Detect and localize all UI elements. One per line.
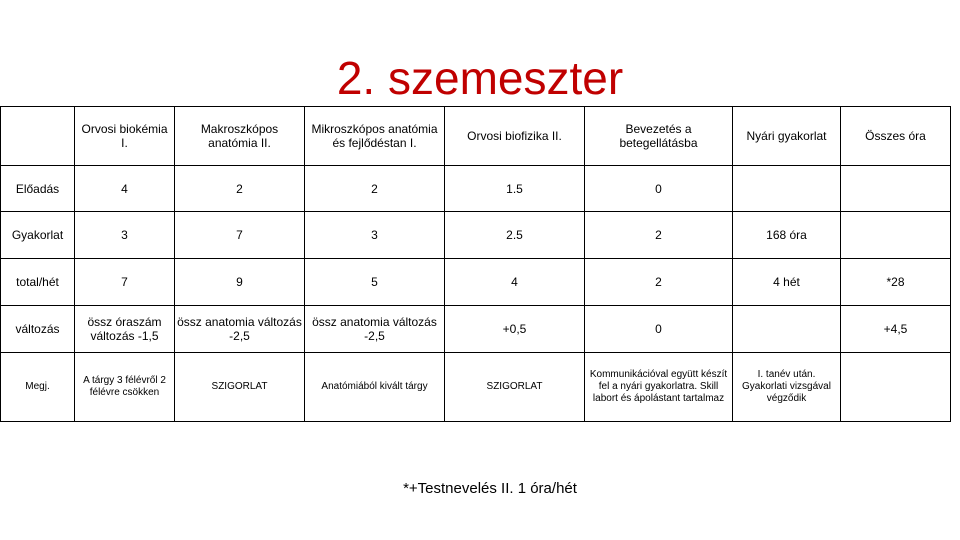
header-cell-mikroszkopos: Mikroszkópos anatómia és fejlődéstan I. (305, 107, 445, 166)
table-cell: Anatómiából kivált tárgy (305, 353, 445, 422)
table-row-megj (1, 353, 951, 422)
table-cell: 3 (305, 212, 445, 259)
table-cell: 3 (75, 212, 175, 259)
table-cell: I. tanév után. Gyakorlati vizsgával végződik (733, 353, 841, 422)
table-row-gyakorlat (1, 212, 951, 259)
row-label: Gyakorlat (1, 212, 75, 259)
header-cell-makroszkopos: Makroszkópos anatómia II. (175, 107, 305, 166)
header-row (1, 107, 951, 166)
table-cell (733, 306, 841, 353)
table-cell (841, 212, 951, 259)
table-cell: 7 (75, 259, 175, 306)
table-cell: 2.5 (445, 212, 585, 259)
table-cell: 9 (175, 259, 305, 306)
row-label: Megj. (1, 353, 75, 422)
table-cell: SZIGORLAT (445, 353, 585, 422)
table-cell: 2 (585, 212, 733, 259)
table-cell: SZIGORLAT (175, 353, 305, 422)
table-cell: Kommunikációval együtt készít fel a nyári gyakorlatra. Skill labort és ápolástant tartalmaz (585, 353, 733, 422)
header-cell-empty (1, 107, 75, 166)
table-row-eloadas (1, 166, 951, 212)
header-cell-biokemia: Orvosi biokémia I. (75, 107, 175, 166)
row-label: változás (1, 306, 75, 353)
page-title: 2. szemeszter (336, 52, 624, 104)
table-cell (841, 353, 951, 422)
table-cell (841, 166, 951, 212)
footnote: *+Testnevelés II. 1 óra/hét (403, 480, 577, 497)
table-cell: 2 (585, 259, 733, 306)
table-cell: 5 (305, 259, 445, 306)
table-cell: össz anatomia változás -2,5 (305, 306, 445, 353)
header-cell-betegellatas: Bevezetés a betegellátásba (585, 107, 733, 166)
table-row-total (1, 259, 951, 306)
table-cell: 4 (75, 166, 175, 212)
table-cell: 1.5 (445, 166, 585, 212)
header-cell-osszes-ora: Összes óra (841, 107, 951, 166)
header-cell-nyari-gyakorlat: Nyári gyakorlat (733, 107, 841, 166)
table-row-valtozas (1, 306, 951, 353)
table-cell: *28 (841, 259, 951, 306)
semester-table (0, 106, 951, 422)
table-cell: +4,5 (841, 306, 951, 353)
table-cell: 7 (175, 212, 305, 259)
table-cell: 168 óra (733, 212, 841, 259)
table-cell: A tárgy 3 félévről 2 félévre csökken (75, 353, 175, 422)
header-cell-biofizika: Orvosi biofizika II. (445, 107, 585, 166)
table-cell: 4 (445, 259, 585, 306)
table-cell: 2 (305, 166, 445, 212)
table-cell: össz anatomia változás -2,5 (175, 306, 305, 353)
table-cell: össz óraszám változás -1,5 (75, 306, 175, 353)
table-cell (733, 166, 841, 212)
row-label: total/hét (1, 259, 75, 306)
semester-table-container (0, 106, 951, 422)
table-cell: +0,5 (445, 306, 585, 353)
table-cell: 2 (175, 166, 305, 212)
row-label: Előadás (1, 166, 75, 212)
table-cell: 0 (585, 166, 733, 212)
table-cell: 0 (585, 306, 733, 353)
table-cell: 4 hét (733, 259, 841, 306)
